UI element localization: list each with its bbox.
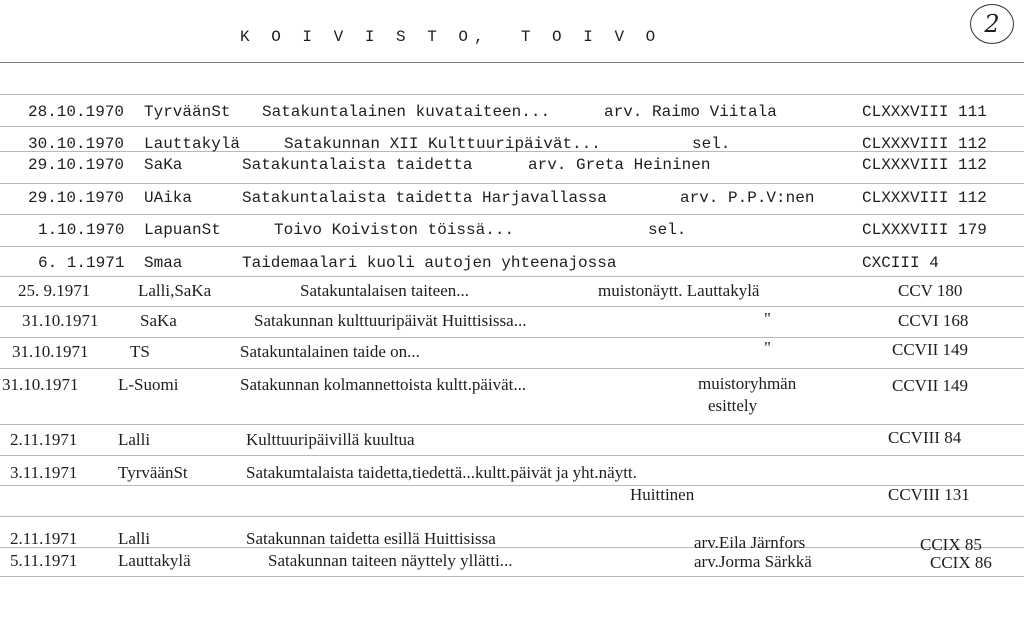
entry-note-continued: esittely (708, 396, 758, 415)
entry-note: muistoryhmän (698, 374, 797, 393)
entry-date: 25. 9.1971 (18, 281, 91, 300)
entry-note: arv.Eila Järnfors (694, 533, 806, 552)
entry-date: 31.10.1971 (22, 311, 99, 330)
entry-title: Satakunnan kolmannettoista kultt.päivät... (240, 375, 527, 394)
entry-ref: CXCIII 4 (862, 254, 939, 272)
entry-ref: CCVIII 131 (888, 485, 970, 504)
row-divider (0, 94, 1024, 95)
entry-title: Satakuntalaisen taiteen... (300, 281, 469, 300)
entry-ref: CCVIII 84 (888, 428, 962, 447)
entry-ref: CLXXXVIII 112 (862, 135, 987, 153)
entry-source: Lalli (118, 529, 151, 548)
entry-source: SaKa (140, 311, 177, 330)
entry-ref: CLXXXVIII 112 (862, 156, 987, 174)
row-divider (0, 368, 1024, 369)
card-title: K O I V I S T O, T O I V O (240, 28, 662, 46)
entry-ref: CLXXXVIII 112 (862, 189, 987, 207)
entry-title: Satakuntalainen taide on... (240, 342, 420, 361)
row-divider (0, 455, 1024, 456)
entry-source: SaKa (144, 156, 183, 174)
entry-ref: CLXXXVIII 179 (862, 221, 987, 239)
entry-note: " (764, 309, 771, 328)
entry-source: TyrväänSt (144, 103, 231, 121)
entry-title: Satakunnan kulttuuripäivät Huittisissa... (254, 311, 527, 330)
entry-date: 31.10.1971 (12, 342, 89, 361)
entry-date: 30.10.1970 (28, 135, 125, 153)
row-divider (0, 576, 1024, 577)
entry-date: 29.10.1970 (28, 156, 125, 174)
header-divider (0, 62, 1024, 63)
entry-date: 6. 1.1971 (38, 254, 125, 272)
entry-note: arv. Raimo Viitala (604, 103, 777, 121)
entry-date: 3.11.1971 (10, 463, 78, 482)
entry-title: Kulttuuripäivillä kuultua (246, 430, 415, 449)
row-divider (0, 516, 1024, 517)
entry-date: 31.10.1971 (2, 375, 79, 394)
entry-source: TS (130, 342, 150, 361)
entry-ref: CCV 180 (898, 281, 963, 300)
entry-source: Lauttakylä (118, 551, 191, 570)
entry-note: sel. (648, 221, 687, 239)
entry-date: 1.10.1970 (38, 221, 125, 239)
page-number: 2 (970, 4, 1014, 44)
entry-source: Smaa (144, 254, 183, 272)
entry-source: Lalli,SaKa (138, 281, 212, 300)
row-divider (0, 485, 1024, 486)
entry-date: 2.11.1971 (10, 430, 78, 449)
entry-note: sel. (692, 135, 731, 153)
row-divider (0, 183, 1024, 184)
entry-ref: CCIX 85 (920, 535, 982, 554)
row-divider (0, 126, 1024, 127)
entry-note: " (764, 338, 771, 357)
entry-title: Satakuntalainen kuvataiteen... (262, 103, 551, 121)
entry-title: Taidemaalari kuoli autojen yhteenajossa (242, 254, 617, 272)
entry-ref: CCVI 168 (898, 311, 969, 330)
entry-note: muistonäytt. Lauttakylä (598, 281, 760, 300)
entry-title: Toivo Koiviston töissä... (274, 221, 515, 239)
entry-note: arv. P.P.V:nen (680, 189, 815, 207)
entry-ref: CCIX 86 (930, 553, 992, 572)
entry-source: UAika (144, 189, 193, 207)
row-divider (0, 337, 1024, 338)
row-divider (0, 306, 1024, 307)
entry-ref: CCVII 149 (892, 340, 969, 359)
entry-title: Satakunnan taidetta esillä Huittisissa (246, 529, 496, 548)
entry-title: Satakunnan taiteen näyttely yllätti... (268, 551, 513, 570)
entry-date: 29.10.1970 (28, 189, 125, 207)
entry-title: Satakumtalaista taidetta,tiedettä...kultt.päivät ja yht.näytt. (246, 463, 637, 482)
entry-title: Satakunnan XII Kulttuuripäivät... (284, 135, 601, 153)
entry-ref: CCVII 149 (892, 376, 969, 395)
entry-title: Satakuntalaista taidetta (242, 156, 473, 174)
entry-ref: CLXXXVIII 111 (862, 103, 987, 121)
entry-title: Satakuntalaista taidetta Harjavallassa (242, 189, 607, 207)
entry-source: Lalli (118, 430, 151, 449)
entry-date: 2.11.1971 (10, 529, 78, 548)
row-divider (0, 246, 1024, 247)
row-divider (0, 547, 1024, 548)
entry-source: Lauttakylä (144, 135, 241, 153)
entry-note: Huittinen (630, 485, 695, 504)
entry-source: TyrväänSt (118, 463, 188, 482)
row-divider (0, 424, 1024, 425)
entry-note: arv.Jorma Särkkä (694, 552, 812, 571)
entry-note: arv. Greta Heininen (528, 156, 711, 174)
entry-source: L-Suomi (118, 375, 179, 394)
row-divider (0, 276, 1024, 277)
entry-source: LapuanSt (144, 221, 221, 239)
entry-date: 5.11.1971 (10, 551, 78, 570)
row-divider (0, 214, 1024, 215)
entry-date: 28.10.1970 (28, 103, 125, 121)
